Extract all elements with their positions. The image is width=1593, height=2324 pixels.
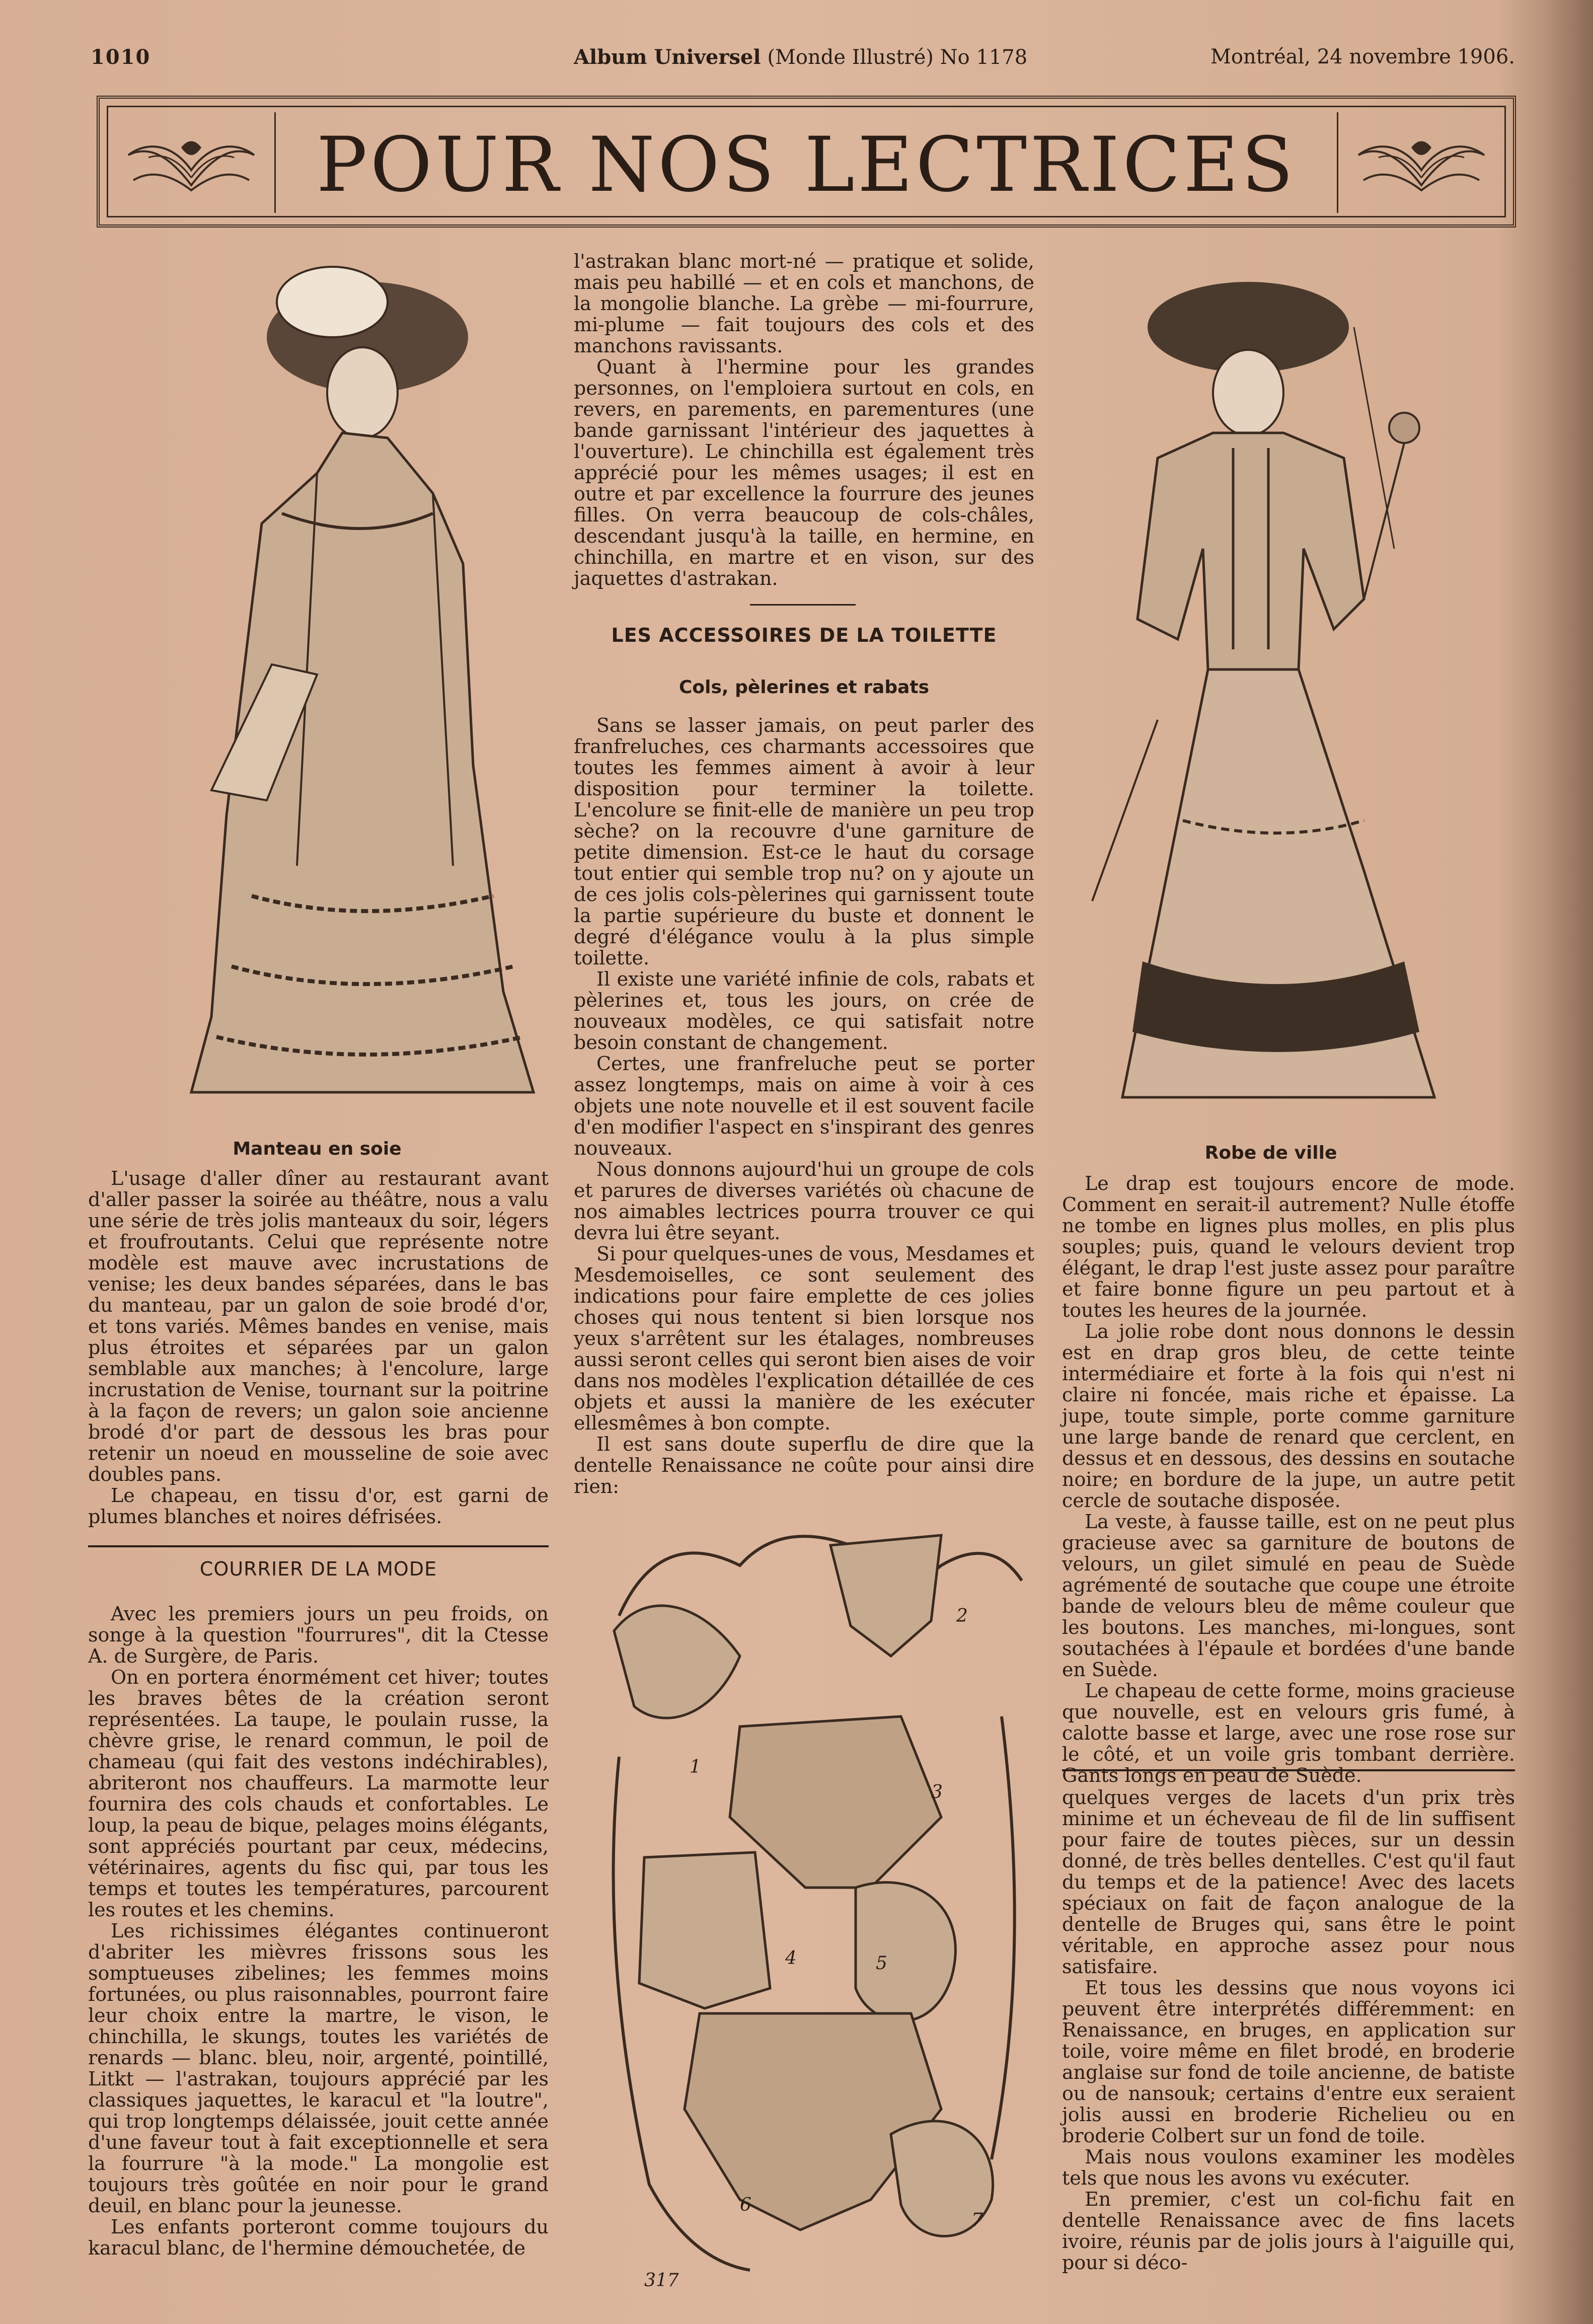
courrier-paragraph: Les richissimes élégantes continueront d'abriter les mièvres frissons sous les somptueuses zibelines; les femmes moins fortunées, ou plus raisonnables, pourront faire leur choix entre la martre, le vison, le chinchilla, le skungs, toutes les variétés de renards — blanc. bleu, noir, argenté, pointillé, Litkt — l'astrakan, toujours apprécié par les classiques jaquettes, le karacul et "la loutre", qui trop longtemps délaissée, jouit cette année d'une faveur tout à fait exceptionnelle et sera la fourrure "à la mode." La mongolie est toujours très goûtée en noir pour le grand deuil, en blanc pour la jeunesse. [88, 1920, 549, 2217]
left-figure-caption: Manteau en soie [233, 1139, 402, 1159]
item-number-2: 2 [956, 1606, 968, 1626]
right-lower-paragraph: En premier, c'est un col-fichu fait en dentelle Renaissance avec de fins lacets ivoire, réunis par de jolis jours à l'aiguille qui, pour si déco- [1062, 2188, 1515, 2274]
accessoires-section-title: LES ACCESSOIRES DE LA TOILETTE [611, 624, 997, 646]
robe-de-ville-illustration [1082, 267, 1465, 1128]
middle-paragraph: Nous donnons aujourd'hui un groupe de cols et parures de diverses variétés où chacune de nos aimables lectrices pourra trouver ce qui devra lui être seyant. [574, 1158, 1034, 1244]
middle-paragraph: Il est sans doute superflu de dire que la dentelle Renaissance ne coûte pour ainsi dire rien: [574, 1433, 1034, 1497]
banner-frame [107, 106, 1506, 217]
page-number: 1010 [91, 45, 151, 69]
right-lower-text [1062, 1787, 1515, 2273]
lace-collars-plate [589, 1505, 1037, 2295]
right-lower-paragraph: quelques verges de lacets d'un prix très minime et un écheveau de fil de lin suffisent pour faire de toutes pièces, sur un dessin donné, de très belles dentelles. C'est qu'il faut du temps et de la patience! Avec des lacets spéciaux on fait de façon analogue de la dentelle de Bruges qui, sans être le point véritable, en approche assez pour nous satisfaire. [1062, 1786, 1515, 1978]
middle-paragraph: Certes, une franfreluche peut se porter assez longtemps, mais on aime à voir à ces objets une note nouvelle et il est souvent facile d'en modifier l'aspect en s'inspirant des genres nouveaux. [574, 1053, 1034, 1159]
courrier-column-text [88, 1603, 549, 2259]
left-paragraph: L'usage d'aller dîner au restaurant avant d'aller passer la soirée au théâtre, nous a valu une série de très jolis manteaux du soir, légers et froufroutants. Celui que représente notre modèle est mauve avec incrustations de venise; les deux bandes séparées, dans le bas du manteau, par un galon de soie brodé d'or, et tons variés. Mêmes bandes en venise, mais plus étroites et séparées par un galon semblable aux manches; à l'encolure, large incrustation de Venise, tournant sur la poitrine à la façon de revers; un galon soie ancienne brodé d'or part de dessous les bras pour retenir un noeud en mousseline de soie avec doubles pans. [88, 1167, 549, 1485]
middle-top-text [574, 251, 1034, 589]
middle-paragraph: Si pour quelques-unes de vous, Mesdames et Mesdemoiselles, ce sont seulement des indications pour faire emplette de ces jolies choses qui nous tentent si bien lorsque nos yeux s'arrêtent sur les étalages, nombreuses aussi seront celles qui seront bien aises de voir dans nos modèles l'explication détaillée de ces objets et aussi la manière de les exécuter ellesmêmes à bon compte. [574, 1243, 1034, 1434]
issue-date: Montréal, 24 novembre 1906. [1210, 45, 1515, 68]
right-lower-paragraph: Mais nous voulons examiner les modèles tels que nous les avons vu exécuter. [1062, 2146, 1515, 2189]
section-banner [97, 96, 1516, 228]
left-section-rule [88, 1545, 549, 1547]
left-paragraph: Le chapeau, en tissu d'or, est garni de plumes blanches et noires défrisées. [88, 1484, 549, 1528]
middle-short-rule [750, 604, 856, 606]
right-paragraph: Le drap est toujours encore de mode. Comment en serait-il autrement? Nulle étoffe ne tombe en lignes plus molles, en plis plus souples; puis, quand le velours devient trop élégant, le drap l'est juste assez pour paraître et faire bonne figure un peu partout et à toutes les heures de la journée. [1062, 1172, 1515, 1321]
middle-paragraph: Sans se lasser jamais, on peut parler des franfreluches, ces charmants accessoires que toutes les femmes aiment à avoir à leur disposition pour terminer la toilette. L'encolure se finit-elle de manière un peu trop sèche? on la recouvre d'une garniture de petite dimension. Est-ce le haut du corsage tout entier qui semble trop nu? on y ajoute un de ces jolis cols-pèlerines qui garnissent toute la partie supérieure du buste et donnent le degré d'élégance voulu à la plus simple toilette. [574, 714, 1034, 969]
publication-name: Album Universel [574, 45, 761, 69]
running-header [91, 41, 1515, 71]
item-number-7: 7 [971, 2210, 983, 2230]
banner-title: POUR NOS LECTRICES [316, 121, 1297, 209]
item-number-3: 3 [931, 1782, 943, 1803]
middle-paragraph: l'astrakan blanc mort-né — pratique et solide, mais peu habillé — et en cols et manchons, de la mongolie blanche. La grèbe — mi-fourrure, mi-plume — fait toujours des cols et des manchons ravissants. [574, 250, 1034, 357]
plate-number: 317 [644, 2270, 679, 2291]
right-paragraph: La jolie robe dont nous donnons le dessin est en drap gros bleu, de cette teinte intermédiaire et forte à la fois qui n'est ni claire ni foncée, mais riche et épaisse. La jupe, toute simple, porte comme garniture une large bande de renard que cerclent, en dessus et en dessous, des dessins en soutache noire; en bordure de la jupe, un autre petit cercle de soutache disposée. [1062, 1320, 1515, 1512]
manteau-en-soie-illustration [151, 262, 574, 1117]
right-ornament-icon [1337, 112, 1504, 213]
right-section-rule [1062, 1769, 1515, 1771]
right-figure-caption: Robe de ville [1204, 1143, 1337, 1163]
middle-paragraph: Quant à l'hermine pour les grandes personnes, on l'emploiera surtout en cols, en revers, en parements, en parementures (une bande garnissant l'intérieur des jaquettes à l'ouverture). Le chinchilla est également très apprécié pour les mêmes usages; il est en outre et par excellence la fourrure des jeunes filles. On verra beaucoup de cols-châles, descendant jusqu'à la taille, en hermine, en chinchilla, en martre et en vison, sur des jaquettes d'astrakan. [574, 356, 1034, 589]
right-lower-paragraph: Et tous les dessins que nous voyons ici peuvent être interprétés différemment: en Renaissance, en bruges, en application sur toile, voire même en filet brodé, en broderie anglaise sur fond de toile ancienne, de batiste ou de nansouk; certains d'entre eux seraient jolis aussi en broderie Richelieu ou en broderie Colbert sur un fond de toile. [1062, 1977, 1515, 2147]
item-number-5: 5 [876, 1953, 887, 1974]
right-column-text [1062, 1173, 1515, 1786]
cols-subsection-title: Cols, pèlerines et rabats [678, 677, 930, 698]
courrier-section-title: COURRIER DE LA MODE [199, 1558, 437, 1580]
issue-number: No 1178 [940, 46, 1028, 69]
item-number-6: 6 [740, 2195, 751, 2215]
item-number-1: 1 [690, 1757, 701, 1777]
left-column-text [88, 1168, 549, 1527]
courrier-paragraph: Avec les premiers jours un peu froids, on songe à la question "fourrures", dit la Ctesse A. de Surgère, de Paris. [88, 1603, 549, 1667]
courrier-paragraph: Les enfants porteront comme toujours du karacul blanc, de l'hermine démouchetée, de [88, 2216, 549, 2259]
right-paragraph: Le chapeau de cette forme, moins gracieuse que nouvelle, est en velours gris fumé, à calotte basse et large, avec une rose rose sur le côté, et un voile gris tombant derrière. Gants longs en peau de Suède. [1062, 1680, 1515, 1786]
publication-sub: (Monde Illustré) [767, 46, 934, 69]
publication-line [574, 45, 1027, 69]
item-number-4: 4 [785, 1948, 797, 1969]
right-paragraph: La veste, à fausse taille, est on ne peut plus gracieuse avec sa garniture de boutons de velours, un gilet simulé en peau de Suède agrémenté de soutache que coupe une étroite bande de velours bleu de même couleur que les boutons. Les manches, mi-longues, sont soutachées à l'épaule et bordées d'une bande en Suède. [1062, 1511, 1515, 1681]
middle-column-text [574, 715, 1034, 1497]
courrier-paragraph: On en portera énormément cet hiver; toutes les braves bêtes de la création seront représentées. La taupe, le poulain russe, la chèvre grise, le renard commun, le poil de chameau (qui fait des vestons indéchirables), abriteront nos chauffeurs. La marmotte leur fournira des cols chauds et confortables. Le loup, la peau de bique, pelages moins élégants, sont appréciés pourtant par ceux, médecins, vétérinaires, agents du fisc qui, par tous les temps et toutes les températures, parcourent les routes et les chemins. [88, 1666, 549, 1921]
left-ornament-icon [108, 112, 276, 213]
middle-paragraph: Il existe une variété infinie de cols, rabats et pèlerines et, tous les jours, on crée de nouveaux modèles, ce qui satisfait notre besoin constant de changement. [574, 968, 1034, 1054]
